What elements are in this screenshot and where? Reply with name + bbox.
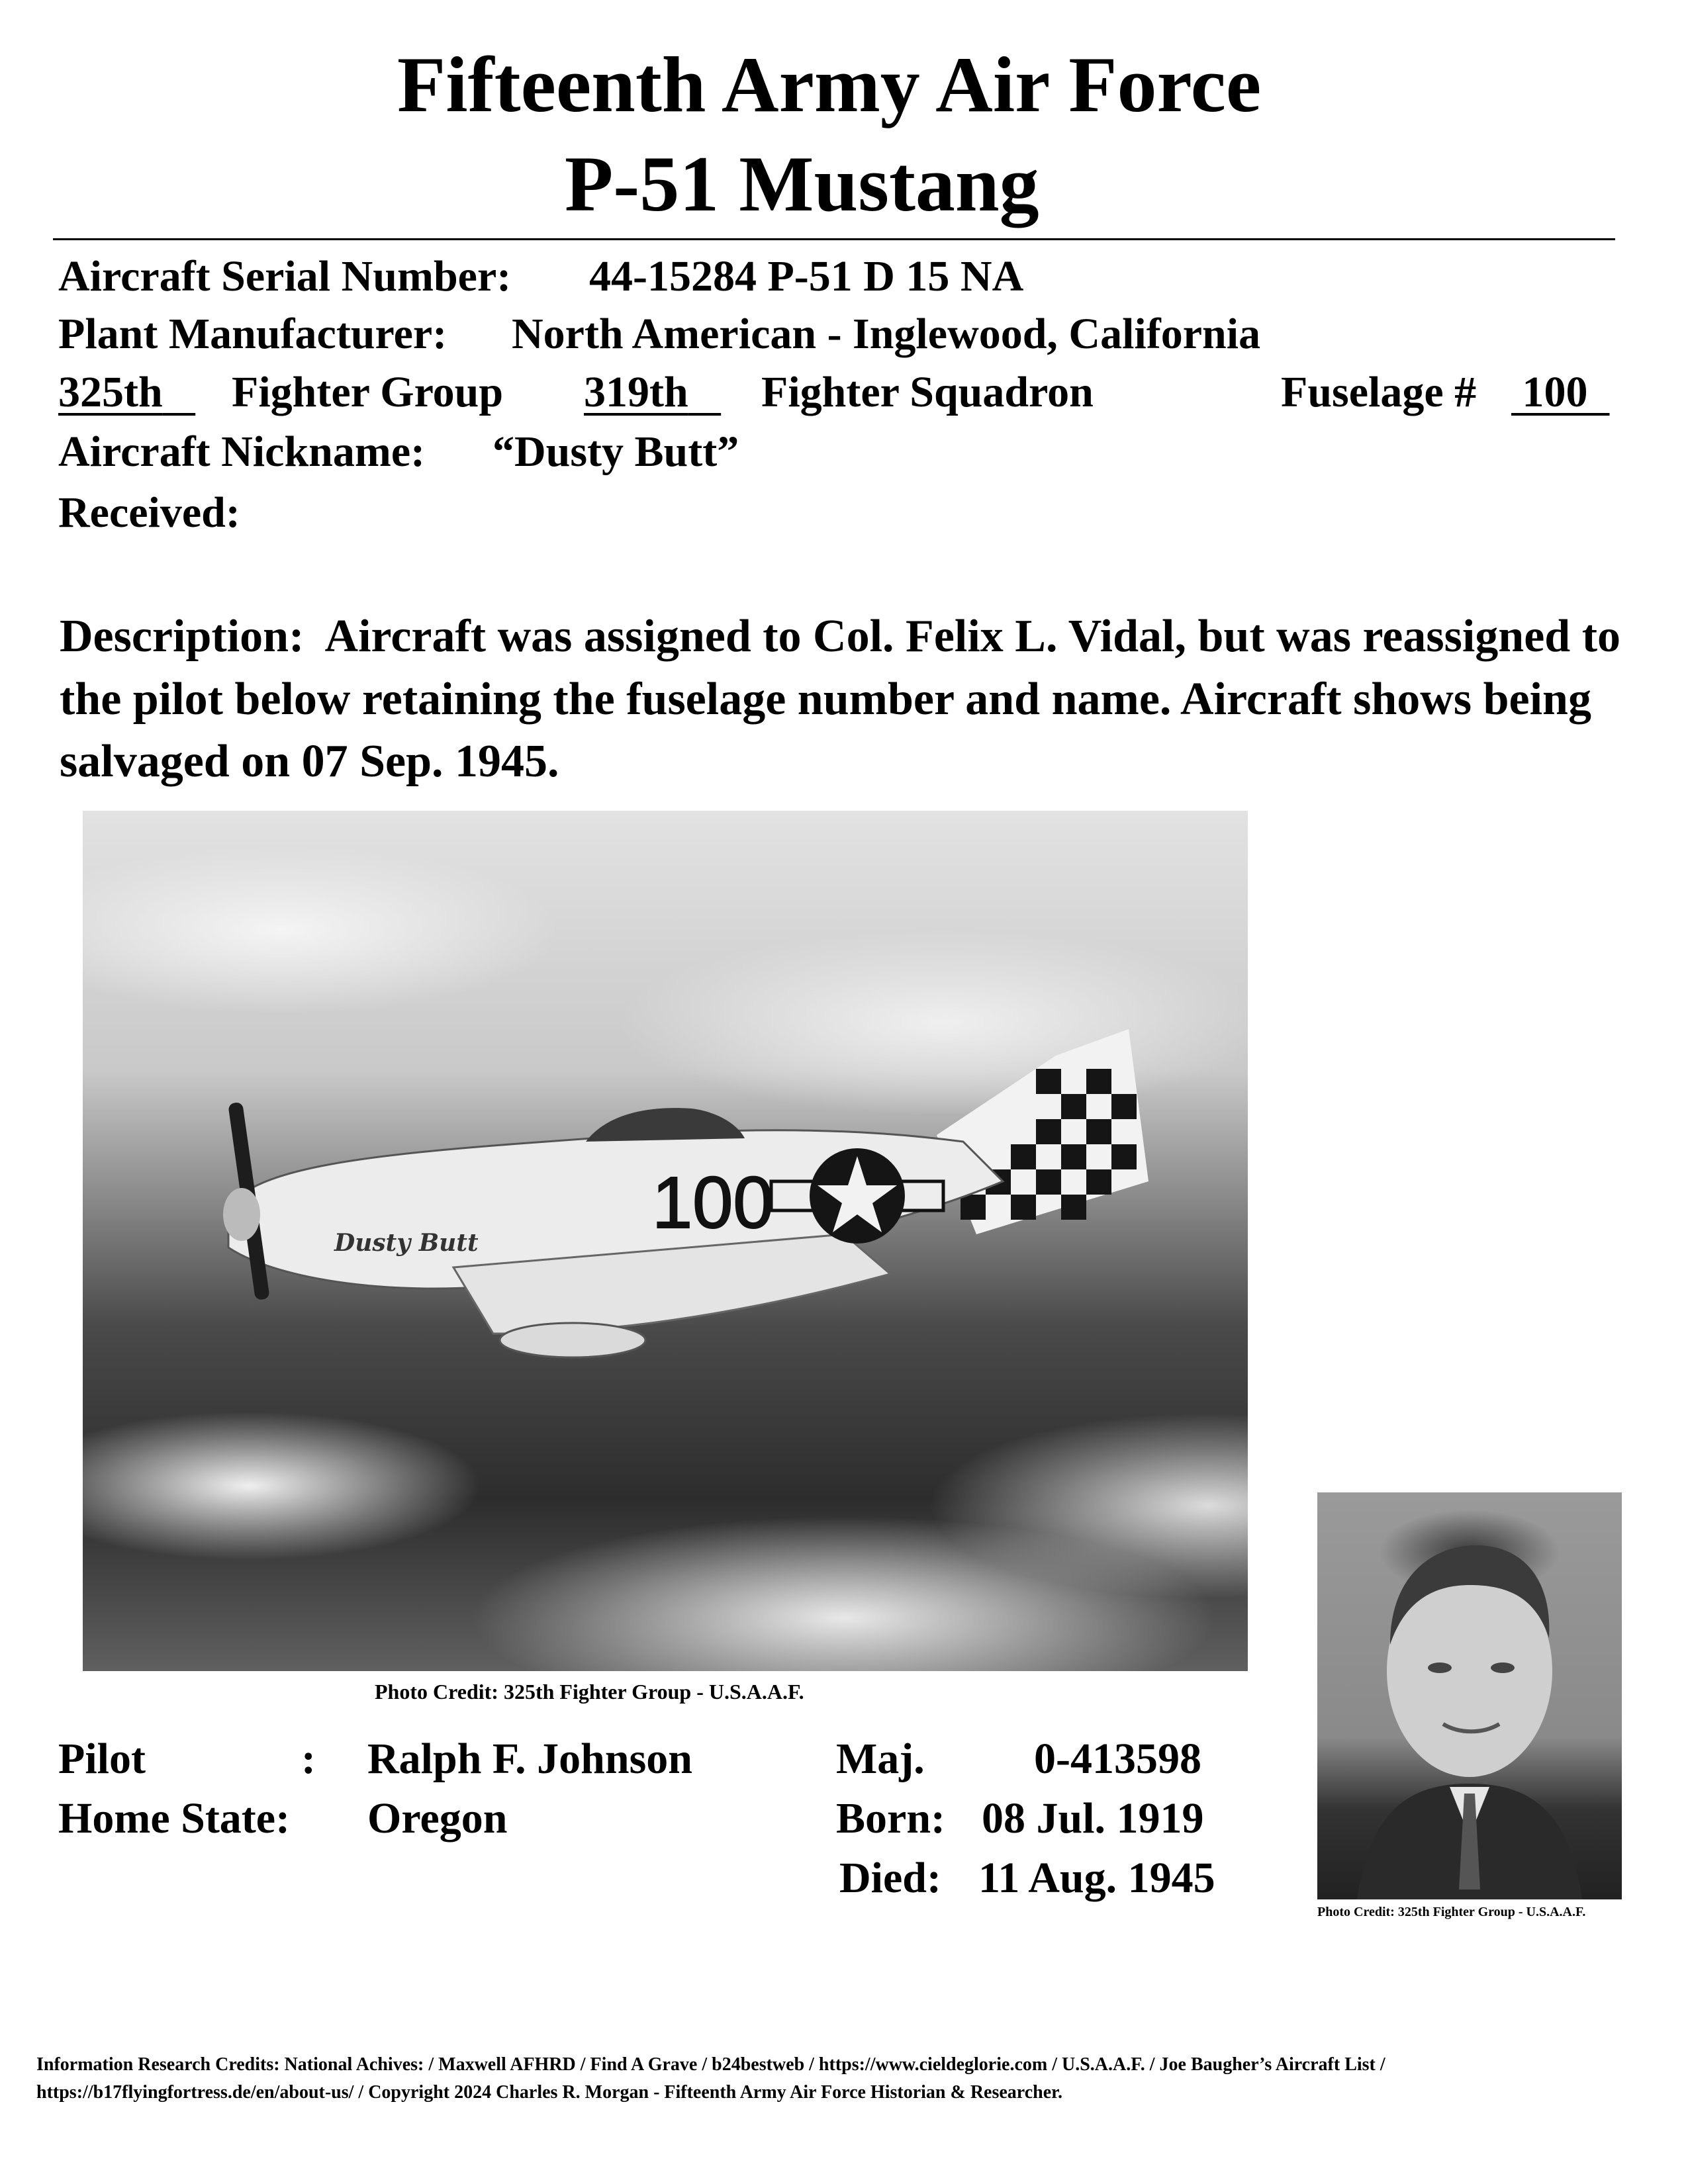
description-label: Description: (60, 611, 305, 662)
pilot-label: Pilot (58, 1735, 146, 1783)
born-value: 08 Jul. 1919 (982, 1794, 1204, 1843)
footer-credits-line1: Information Research Credits: National Achives: / Maxwell AFHRD / Find A Grave / b24bestweb / https://www.cieldeglorie.com / U.S.A.A.F. / Joe Baugher’s Aircraft List / (36, 2054, 1385, 2075)
serial-label: Aircraft Serial Number: (58, 252, 512, 300)
nose-art-script: Dusty Butt (334, 1229, 479, 1257)
squadron-value: 319th (584, 368, 688, 416)
plant-label: Plant Manufacturer: (58, 310, 447, 358)
nickname-label: Aircraft Nickname: (58, 428, 426, 476)
pilot-portrait (1317, 1492, 1622, 1899)
died-label: Died: (839, 1854, 941, 1902)
page-subtitle: P-51 Mustang (565, 140, 1039, 228)
group-label: Fighter Group (232, 368, 504, 416)
header-divider (53, 238, 1615, 240)
footer-credits-line2: https://b17flyingfortress.de/en/about-us/ / Copyright 2024 Charles R. Morgan - Fifteenth Army Air Force Historian & Researcher. (36, 2082, 1062, 2103)
pilot-rank: Maj. (836, 1735, 925, 1783)
group-row (58, 368, 195, 416)
fuselage-label: Fuselage # (1281, 368, 1477, 416)
squadron-label: Fighter Squadron (761, 368, 1094, 416)
nickname-value: “Dusty Butt” (492, 428, 739, 476)
serial-value: 44-15284 P-51 D 15 NA (589, 252, 1024, 300)
died-value: 11 Aug. 1945 (978, 1854, 1215, 1902)
aircraft-photo (83, 811, 1248, 1671)
received-label: Received: (58, 488, 240, 537)
pilot-portrait-illustration (1317, 1492, 1622, 1899)
home-state-label: Home State: (58, 1794, 291, 1843)
service-number: 0-413598 (1034, 1735, 1201, 1783)
plant-value: North American - Inglewood, California (512, 310, 1261, 358)
aircraft-illustration (83, 811, 1248, 1671)
fuselage-row (1511, 368, 1610, 416)
description-text: Aircraft was assigned to Col. Felix L. Vidal, but was reassigned to the pilot below retaining the fuselage number and name. Aircraft shows being salvaged on 07 Sep. 1945. (60, 611, 1621, 787)
group-value: 325th (58, 368, 163, 416)
pilot-colon: : (301, 1735, 316, 1783)
squadron-row (584, 368, 721, 416)
home-state-value: Oregon (367, 1794, 508, 1843)
pilot-name: Ralph F. Johnson (367, 1735, 692, 1783)
description-block (60, 606, 1662, 794)
fuselage-marking: 100 (652, 1162, 774, 1244)
aircraft-photo-credit: Photo Credit: 325th Fighter Group - U.S.A.A.F. (375, 1680, 804, 1704)
fuselage-value: 100 (1522, 368, 1588, 416)
portrait-photo-credit: Photo Credit: 325th Fighter Group - U.S.A.A.F. (1317, 1905, 1586, 1919)
born-label: Born: (836, 1794, 945, 1843)
page-title: Fifteenth Army Air Force (397, 40, 1262, 128)
